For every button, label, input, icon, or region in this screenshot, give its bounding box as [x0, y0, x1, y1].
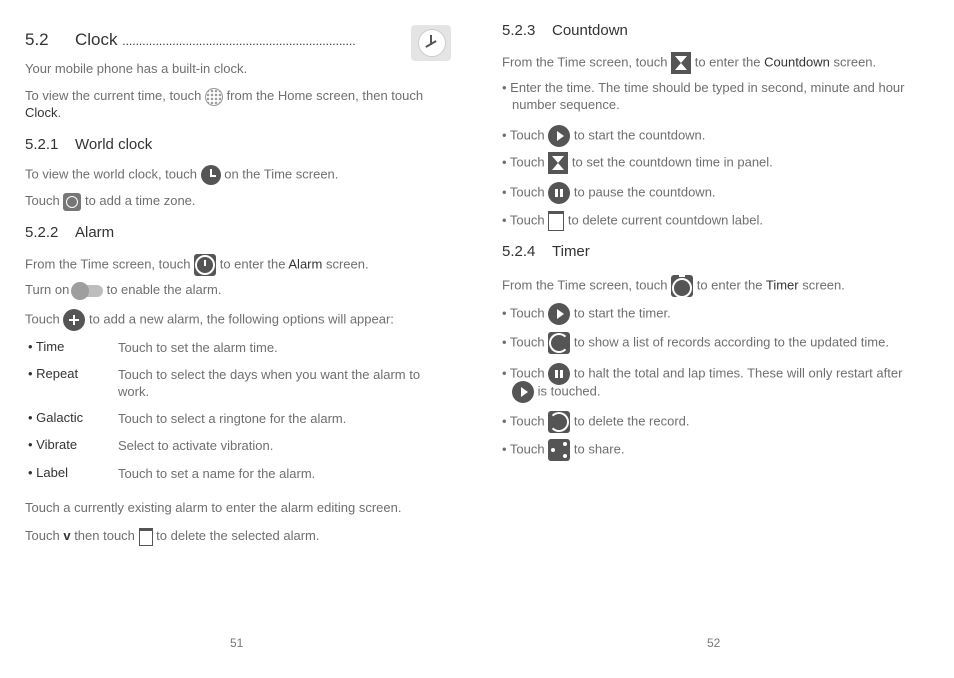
option-term: • Time [28, 339, 65, 354]
toggle-switch[interactable] [73, 285, 103, 297]
option-desc: Select to activate vibration. [118, 438, 274, 453]
timer-halt-line-2: is touched. [512, 381, 601, 403]
trash-icon [139, 528, 153, 546]
world-clock-line: To view the world clock, touch on the Time screen. [25, 165, 338, 185]
timer-halt-line: • Touch to halt the total and lap times. These will only restart after [502, 363, 902, 385]
option-term: • Galactic [28, 410, 84, 425]
view-time-line: To view the current time, touch from the Home screen, then touch [25, 87, 423, 106]
option-desc: Touch to set the alarm time. [118, 340, 278, 355]
world-clock-icon [201, 165, 221, 185]
trash-icon [548, 211, 564, 231]
timer-heading: 5.2.4 Timer [502, 243, 590, 260]
share-icon [548, 439, 570, 461]
check-icon: v [63, 528, 71, 543]
option-term: • Vibrate [28, 437, 78, 452]
timer-lap-line: • Touch to show a list of records according to the updated time. [502, 332, 889, 354]
countdown-pause-line: • Touch to pause the countdown. [502, 182, 716, 204]
countdown-icon [671, 52, 691, 74]
world-clock-heading: 5.2.1 World clock [25, 136, 153, 153]
alarm-heading: 5.2.2 Alarm [25, 224, 115, 241]
globe-icon [63, 193, 81, 211]
option-desc: Touch to select the days when you want the alarm to work. [118, 367, 421, 399]
countdown-enter-line: From the Time screen, touch to enter the Countdown screen. [502, 52, 876, 74]
countdown-delete-line: • Touch to delete current countdown label. [502, 211, 763, 231]
option-desc: Touch to select a ringtone for the alarm. [118, 411, 347, 426]
timer-share-line: • Touch to share. [502, 439, 624, 461]
time-zone-line: Touch to add a time zone. [25, 192, 196, 211]
section-heading: 5.2 Clock ...................................................................... [25, 30, 356, 49]
page-number: 51 [230, 636, 244, 650]
reset-icon [548, 411, 570, 433]
countdown-enter-time-2: number sequence. [512, 97, 620, 112]
lap-icon [548, 332, 570, 354]
option-term: • Repeat [28, 366, 79, 381]
intro-text: Your mobile phone has a built-in clock. [25, 61, 248, 76]
play-icon [512, 381, 534, 403]
alarm-icon [194, 254, 216, 276]
apps-grid-icon [205, 88, 223, 106]
countdown-set-line: • Touch to set the countdown time in panel. [502, 152, 773, 174]
timer-start-line: • Touch to start the timer. [502, 303, 671, 325]
stopwatch-icon [671, 275, 693, 297]
pause-icon [548, 182, 570, 204]
countdown-heading: 5.2.3 Countdown [502, 22, 628, 39]
play-icon [548, 125, 570, 147]
timer-enter-line: From the Time screen, touch to enter the Timer screen. [502, 275, 845, 297]
countdown-start-line: • Touch to start the countdown. [502, 125, 705, 147]
turn-on-line: Turn on to enable the alarm. [25, 281, 221, 298]
timer-delete-line: • Touch to delete the record. [502, 411, 690, 433]
play-icon [548, 303, 570, 325]
clock-app-icon [411, 25, 451, 61]
page-number: 52 [707, 636, 721, 650]
option-term: • Label [28, 465, 68, 480]
edit-alarm-line: Touch a currently existing alarm to enter the alarm editing screen. [25, 500, 402, 515]
view-time-line-2: Clock. [25, 105, 62, 120]
add-alarm-line: Touch to add a new alarm, the following options will appear: [25, 309, 394, 331]
countdown-enter-time: • Enter the time. The time should be typed in second, minute and hour [502, 80, 905, 95]
add-circle-icon [63, 309, 85, 331]
add-time-icon [548, 152, 568, 174]
option-desc: Touch to set a name for the alarm. [118, 466, 316, 481]
alarm-enter-line: From the Time screen, touch to enter the Alarm screen. [25, 254, 369, 276]
delete-alarm-line: Touch v then touch to delete the selected alarm. [25, 527, 319, 546]
